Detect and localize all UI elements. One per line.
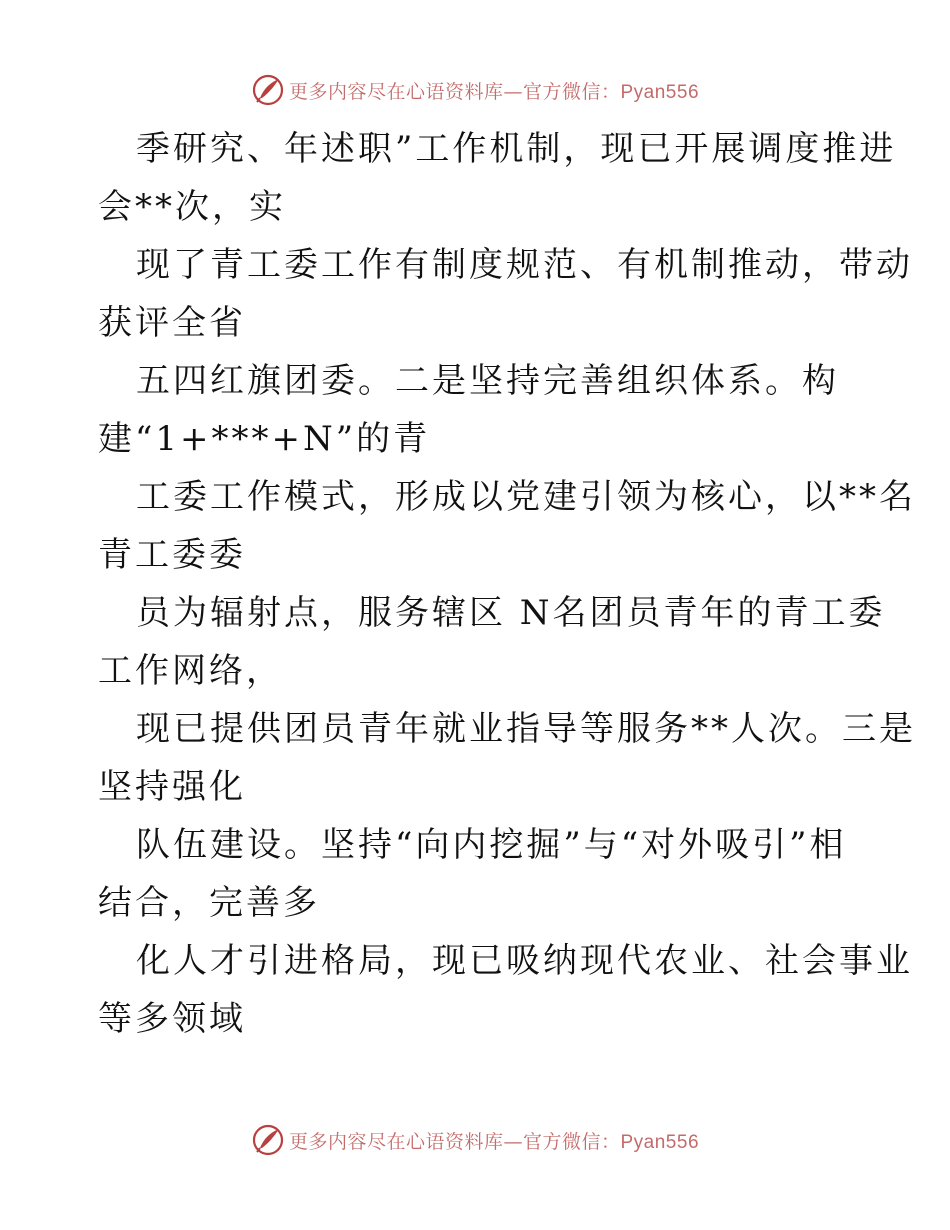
text-line: 五四红旗团委。二是坚持完善组织体系。构 — [136, 361, 839, 401]
watermark-text: 更多内容尽在心语资料库—官方微信：Pyan556 — [288, 1130, 700, 1153]
text-line: 工作网络， — [98, 651, 283, 691]
wechat-id: Pyan556 — [620, 81, 700, 103]
text-line: 建“1+***+N”的青 — [98, 419, 431, 459]
document-body — [98, 120, 916, 1048]
text-line: 结合，完善多 — [98, 883, 320, 923]
footer-watermark — [0, 1120, 950, 1160]
text-line: 队伍建设。坚持“向内挖掘”与“对外吸引”相 — [136, 825, 847, 865]
text-line: 季研究、年述职”工作机制，现已开展调度推进 — [136, 129, 897, 169]
text-line: 化人才引进格局，现已吸纳现代农业、社会事业 — [136, 941, 913, 981]
text-line: 员为辐射点，服务辖区 N名团员青年的青工委 — [136, 593, 886, 633]
text-line: 会**次，实 — [98, 187, 286, 227]
text-line: 等多领域 — [98, 999, 246, 1039]
wechat-id: Pyan556 — [620, 1131, 700, 1153]
text-line: 现了青工委工作有制度规范、有机制推动，带动 — [136, 245, 913, 285]
quill-logo-icon — [251, 73, 285, 107]
quill-logo-icon — [251, 1123, 285, 1157]
text-line: 青工委委 — [98, 535, 246, 575]
text-line: 坚持强化 — [98, 767, 246, 807]
header-watermark — [0, 70, 950, 110]
text-line: 获评全省 — [98, 303, 246, 343]
watermark-text: 更多内容尽在心语资料库—官方微信：Pyan556 — [288, 80, 700, 103]
text-line: 工委工作模式，形成以党建引领为核心，以**名 — [136, 477, 916, 517]
text-line: 现已提供团员青年就业指导等服务**人次。三是 — [136, 709, 916, 749]
